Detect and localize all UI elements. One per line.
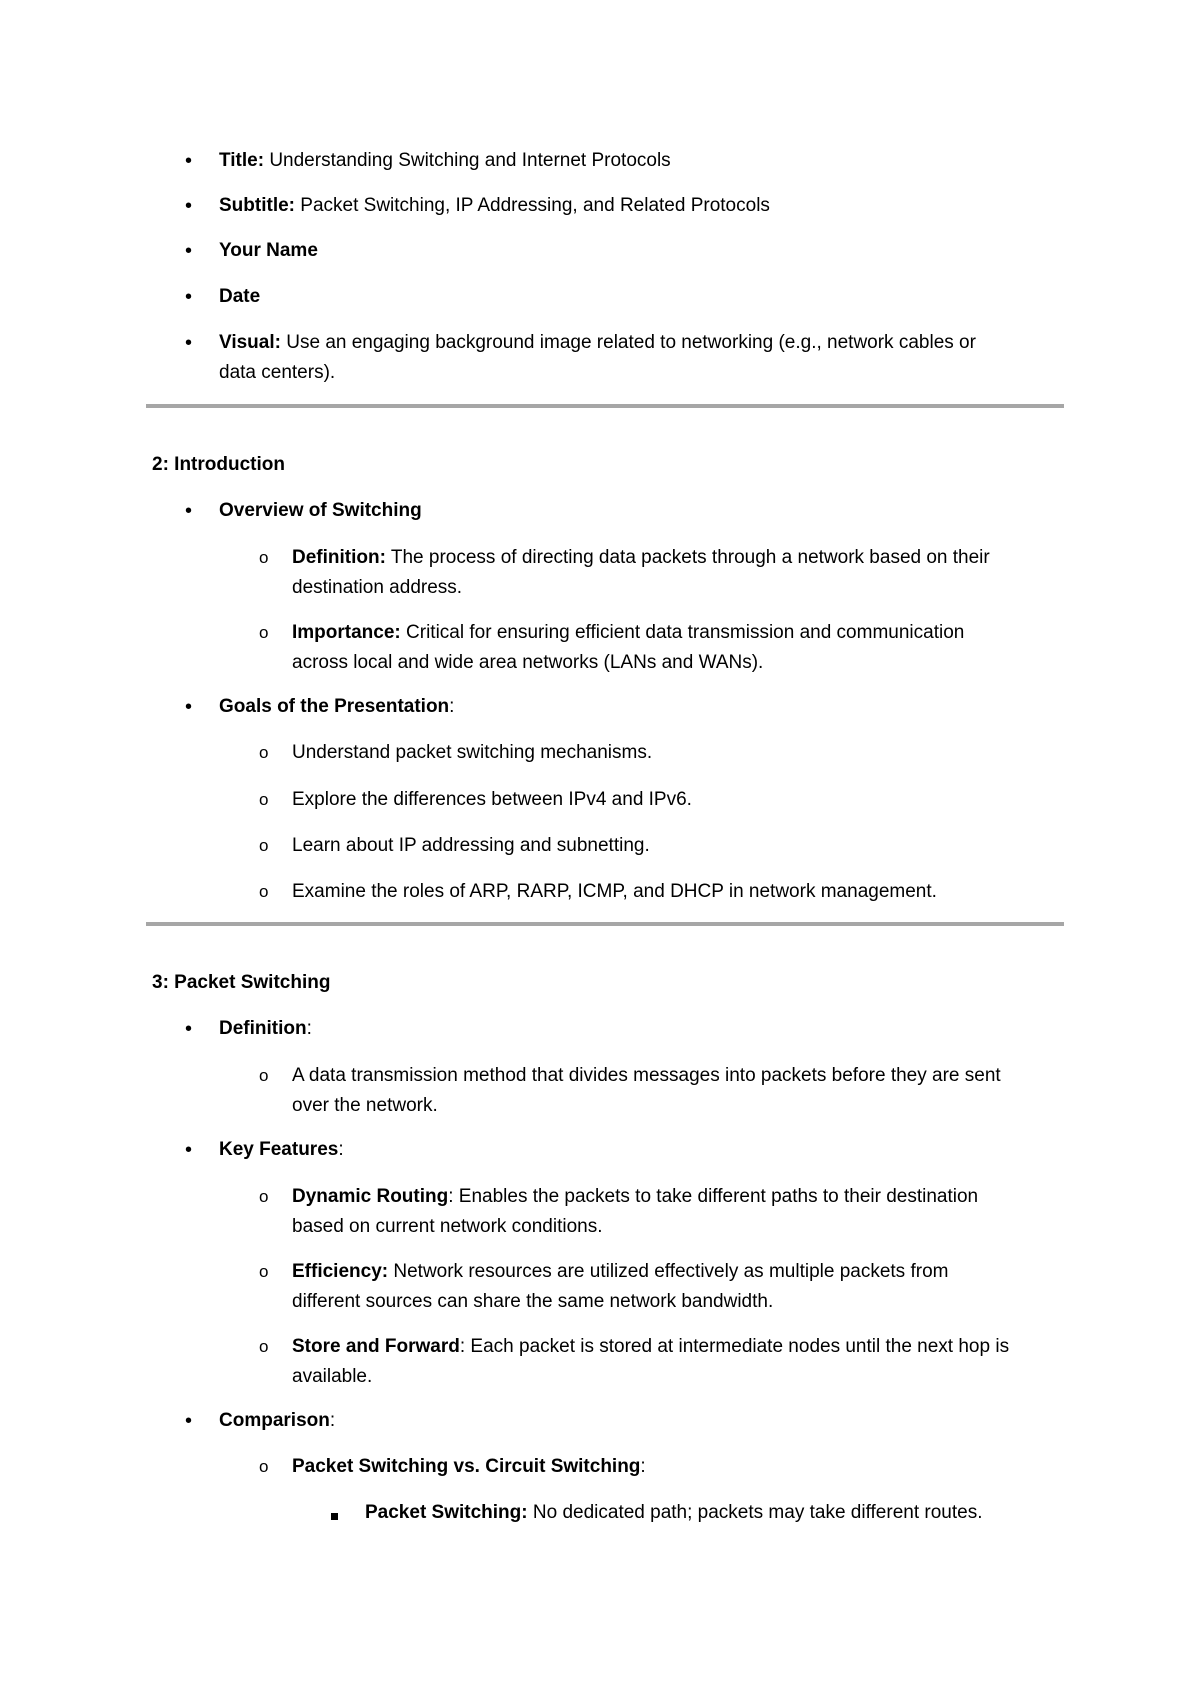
circle-bullet-icon: o: [259, 1066, 269, 1085]
store-forward-cont: available.: [292, 1366, 373, 1387]
bullet-icon: •: [185, 240, 193, 262]
title-item: [219, 146, 671, 176]
importance-item: [292, 618, 964, 648]
bullet-icon: •: [185, 332, 193, 354]
date-item: [219, 282, 260, 312]
item-text: : Each packet is stored at intermediate nodes until the next hop is: [459, 1336, 1010, 1357]
bullet-icon: •: [185, 286, 193, 308]
bullet-icon: •: [185, 150, 193, 172]
bullet-icon: •: [185, 1410, 193, 1432]
circle-bullet-icon: o: [259, 1457, 269, 1476]
item-text: Network resources are utilized effectively as multiple packets from: [388, 1261, 949, 1282]
item-text: The process of directing data packets through a network based on their: [385, 547, 990, 568]
section-heading: 3: Packet Switching: [152, 972, 331, 993]
goal-item: Learn about IP addressing and subnetting.: [292, 835, 650, 856]
item-label: Store and Forward: [292, 1336, 460, 1357]
dynamic-routing-item: [292, 1182, 978, 1212]
item-label: Visual:: [219, 332, 281, 353]
square-bullet-icon: [331, 1513, 338, 1520]
visual-item: [219, 328, 976, 358]
circle-bullet-icon: o: [259, 548, 269, 567]
goal-item: Examine the roles of ARP, RARP, ICMP, and DHCP in network management.: [292, 881, 937, 902]
goals-item: [219, 692, 454, 722]
comparison-item: [219, 1406, 335, 1436]
vs-item: [292, 1452, 646, 1482]
packet-switching-item: [365, 1498, 982, 1528]
circle-bullet-icon: o: [259, 623, 269, 642]
item-label: Your Name: [219, 240, 318, 261]
definition-item-cont: destination address.: [292, 577, 463, 598]
bullet-icon: •: [185, 195, 193, 217]
dynamic-routing-cont: based on current network conditions.: [292, 1216, 603, 1237]
item-text: Use an engaging background image related to networking (e.g., network cables or: [280, 332, 976, 353]
section-divider: [146, 922, 1064, 926]
section-heading: 2: Introduction: [152, 454, 285, 475]
subtitle-item: [219, 191, 770, 221]
goal-item: Explore the differences between IPv4 and IPv6.: [292, 789, 692, 810]
item-text: :: [338, 1139, 344, 1160]
item-text: :: [449, 696, 455, 717]
visual-item-cont: data centers).: [219, 362, 336, 383]
item-text: Critical for ensuring efficient data transmission and communication: [400, 622, 965, 643]
item-text: :: [306, 1018, 312, 1039]
definition-item: [292, 543, 990, 573]
item-text: :: [640, 1456, 646, 1477]
item-text: Packet Switching, IP Addressing, and Related Protocols: [295, 195, 770, 216]
item-label: Comparison: [219, 1410, 330, 1431]
ps-definition-item: [219, 1014, 312, 1044]
name-item: [219, 236, 318, 266]
item-label: Packet Switching:: [365, 1502, 528, 1523]
circle-bullet-icon: o: [259, 1187, 269, 1206]
item-label: Date: [219, 286, 261, 307]
bullet-icon: •: [185, 500, 193, 522]
bullet-icon: •: [185, 1018, 193, 1040]
item-label: Definition: [219, 1018, 307, 1039]
circle-bullet-icon: o: [259, 836, 269, 855]
item-label: Key Features: [219, 1139, 339, 1160]
features-item: [219, 1135, 344, 1165]
ps-definition-text: A data transmission method that divides messages into packets before they are sent: [292, 1065, 1001, 1086]
bullet-icon: •: [185, 1139, 193, 1161]
overview-item: [219, 496, 422, 526]
circle-bullet-icon: o: [259, 743, 269, 762]
goal-item: Understand packet switching mechanisms.: [292, 742, 653, 763]
circle-bullet-icon: o: [259, 882, 269, 901]
item-text: :: [329, 1410, 336, 1431]
section-divider: [146, 404, 1064, 408]
item-label: Title:: [219, 150, 265, 171]
efficiency-cont: different sources can share the same network bandwidth.: [292, 1291, 774, 1312]
item-label: Subtitle:: [219, 195, 295, 216]
item-text: : Enables the packets to take different paths to their destination: [448, 1186, 979, 1207]
item-label: Goals of the Presentation: [219, 696, 450, 717]
bullet-icon: •: [185, 696, 193, 718]
item-text: Understanding Switching and Internet Protocols: [264, 150, 671, 171]
importance-item-cont: across local and wide area networks (LANs and WANs).: [292, 652, 764, 673]
efficiency-item: [292, 1257, 948, 1287]
item-label: Dynamic Routing: [292, 1186, 449, 1207]
circle-bullet-icon: o: [259, 1262, 269, 1281]
item-label: Overview of Switching: [219, 500, 422, 521]
item-label: Packet Switching vs. Circuit Switching: [292, 1456, 641, 1477]
ps-definition-text-cont: over the network.: [292, 1095, 438, 1116]
store-forward-item: [292, 1332, 1009, 1362]
item-label: Definition:: [292, 547, 386, 568]
item-label: Efficiency:: [292, 1261, 389, 1282]
item-text: No dedicated path; packets may take different routes.: [527, 1502, 983, 1523]
circle-bullet-icon: o: [259, 790, 269, 809]
circle-bullet-icon: o: [259, 1337, 269, 1356]
item-label: Importance:: [292, 622, 401, 643]
